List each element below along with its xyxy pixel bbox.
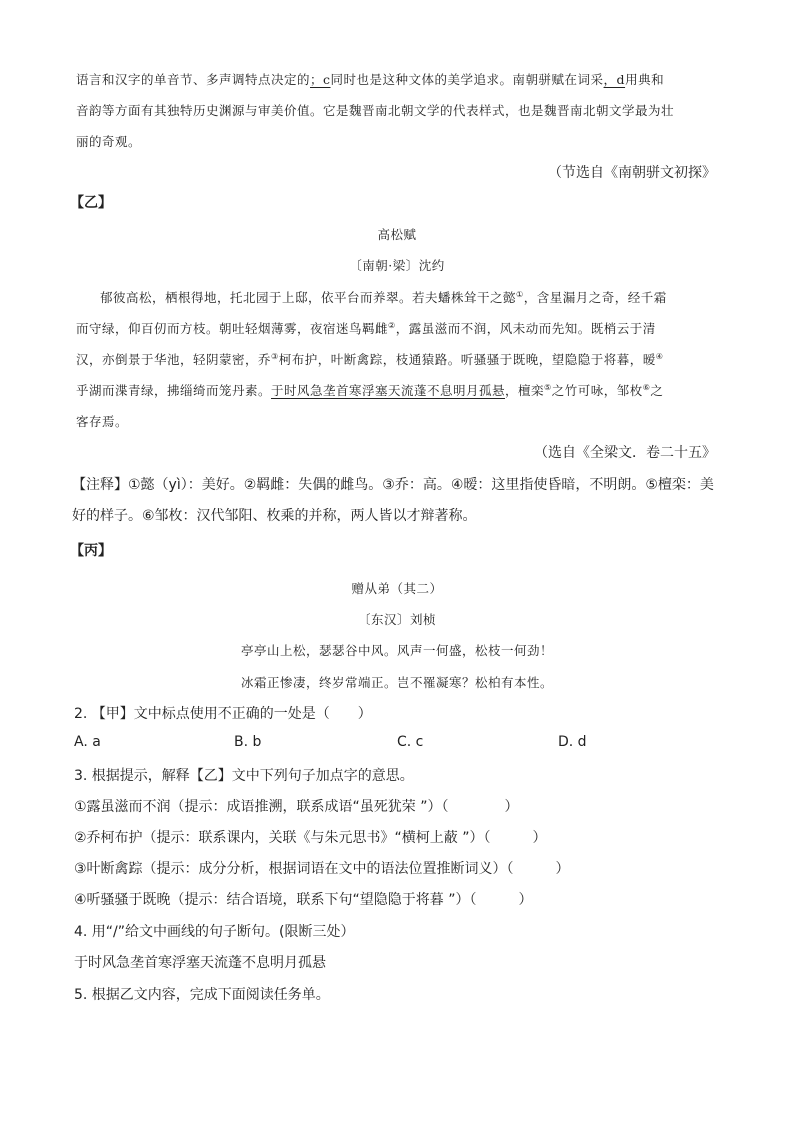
bing-title: 赠从弟（其二）: [351, 581, 443, 596]
jia-text: 语言和汉字的单音节、多声调特点决定的: [76, 72, 311, 87]
bing-author: 〔东汉〕刘桢: [357, 612, 436, 627]
yi-text: ，露虽滋而不润，风未动而先知。既梢云于清: [395, 321, 656, 336]
jia-text: 同时也是这种文体的美学追求。南朝骈赋在词采: [330, 72, 604, 87]
yi-notes-2: 好的样子。⑥邹枚：汉代邹阳、枚乘的并称，两人皆以才辩著称。: [72, 508, 477, 524]
question-3-item-3: ③叶断禽踪（提示：成分分析，根据词语在文中的语法位置推断词义）（ ）: [74, 861, 570, 877]
underlined-sentence: 于时风急垄首寒浮塞天流蓬不息明月孤悬: [271, 383, 506, 398]
yi-text: 郁彼高松，栖根得地，托北园于上邸，依平台而养翠。若夫蟠株耸干之懿: [100, 290, 517, 305]
bing-poem-line-1: 亭亭山上松，瑟瑟谷中风。风声一何盛，松枝一何劲！: [240, 643, 553, 658]
note-ref: ①: [516, 289, 524, 299]
question-3-stem: 3. 根据提示，解释【乙】文中下列句子加点字的意思。: [74, 768, 414, 784]
note-ref: ④: [655, 351, 664, 361]
yi-title: 高松赋: [377, 227, 417, 242]
bing-poem-line-2: 冰霜正惨凄，终岁常端正。岂不罹凝寒？松柏有本性。: [240, 675, 553, 690]
jia-line-1: [76, 70, 664, 88]
jia-line-2: 音韵等方面有其独特历史渊源与审美价值。它是魏晋南北朝文学的代表样式，也是魏晋南北朝文学最为壮: [76, 103, 675, 118]
question-2-stem: 2. 【甲】文中标点使用不正确的一处是（ ）: [74, 706, 372, 722]
yi-header: 【乙】: [70, 195, 112, 211]
yi-line-5: 客存焉。: [76, 414, 129, 429]
option-d[interactable]: D. d: [558, 734, 587, 750]
yi-author: 〔南朝·梁〕沈约: [349, 258, 445, 273]
yi-text: 之竹可咏，邹枚: [551, 383, 643, 398]
option-a[interactable]: A. a: [74, 734, 101, 750]
question-4-stem: 4. 用“/”给文中画线的句子断句。(限断三处）: [74, 924, 355, 940]
yi-text: 乎湖而渫青绿，拂缁绮而笼丹素。: [76, 383, 272, 398]
yi-line-4: [76, 381, 663, 399]
yi-line-1: [100, 288, 667, 306]
note-ref: ⑥: [642, 382, 651, 392]
question-4-sentence: 于时风急垄首寒浮塞天流蓬不息明月孤悬: [74, 955, 326, 971]
note-ref: ⑤: [544, 382, 552, 392]
option-c[interactable]: C. c: [397, 734, 424, 750]
bing-header: 【丙】: [70, 543, 112, 559]
jia-line-3: 丽的奇观。: [76, 134, 142, 149]
yi-text: 之: [650, 383, 664, 398]
yi-line-3: [76, 350, 663, 368]
jia-mark-c: ；c: [310, 72, 331, 87]
yi-source: （选自《全梁文．卷二十五》: [534, 445, 716, 461]
question-3-item-1: ①露虽滋而不润（提示：成语推溯，联系成语“虽死犹荣 ”）（ ）: [74, 799, 519, 815]
yi-text: ，檀栾: [505, 383, 545, 398]
yi-line-2: [76, 319, 656, 337]
yi-notes-1: 【注释】①懿（yì）：美好。②羁雌：失偶的雌鸟。③乔：高。④暧：这里指使昏暗，不明朗。⑤檀栾：美: [72, 477, 714, 493]
note-ref: ③: [271, 351, 279, 361]
jia-source: （节选自《南朝骈文初探》: [548, 165, 716, 181]
question-3-item-2: ②乔柯布护（提示：联系课内，关联《与朱元思书》“横柯上蔽 ”）（ ）: [74, 830, 547, 846]
yi-text: 柯布护，叶断禽踪，枝通猿路。听骚骚于既晚，望隐隐于将暮，暧: [278, 352, 656, 367]
option-b[interactable]: B. b: [234, 734, 262, 750]
yi-text: 汉，亦倒景于华池，轻阴蒙密，乔: [76, 352, 272, 367]
jia-text: 用典和: [625, 72, 665, 87]
question-5-stem: 5. 根据乙文内容，完成下面阅读任务单。: [74, 987, 330, 1003]
jia-mark-d: ，d: [603, 72, 626, 87]
yi-text: ，含星漏月之奇，经千霜: [523, 290, 667, 305]
question-3-item-4: ④听骚骚于既晚（提示：结合语境，联系下句“望隐隐于将暮 ”）（ ）: [74, 892, 533, 908]
note-ref: ②: [388, 320, 396, 330]
yi-text: 而守绿，仰百仞而方枝。朝吐轻烟薄雾，夜宿迷鸟羁雌: [76, 321, 389, 336]
